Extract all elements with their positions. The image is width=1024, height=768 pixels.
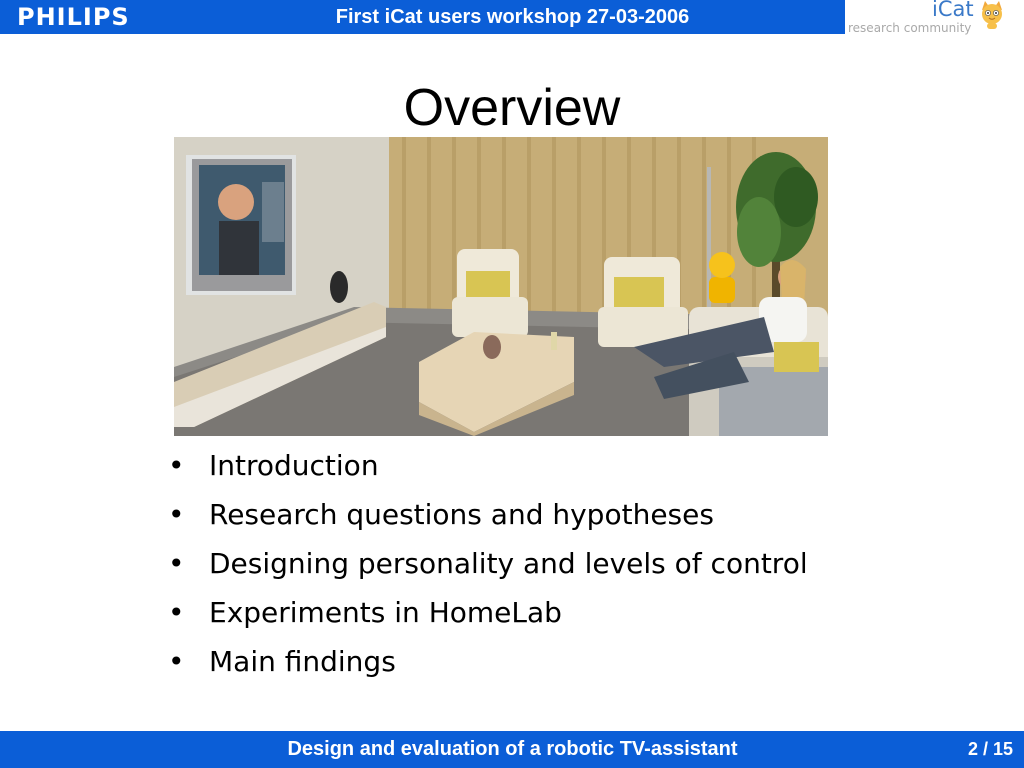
list-item-text: Main findings bbox=[209, 645, 396, 678]
community-logo-tagline: research community bbox=[848, 21, 972, 35]
list-item-text: Designing personality and levels of control bbox=[209, 547, 808, 580]
list-item-text: Research questions and hypotheses bbox=[209, 498, 714, 531]
living-room-photo bbox=[174, 137, 828, 436]
page-number: 2 / 15 bbox=[967, 739, 1013, 759]
list-item bbox=[160, 495, 808, 544]
header-bar bbox=[0, 0, 845, 34]
community-logo-name: iCat bbox=[932, 0, 974, 21]
bullet-dot: • bbox=[168, 498, 185, 531]
list-item bbox=[160, 544, 808, 593]
bullet-dot: • bbox=[168, 449, 185, 482]
list-item bbox=[160, 593, 808, 642]
overview-bullet-list bbox=[160, 446, 808, 691]
footer-title: Design and evaluation of a robotic TV-assistant bbox=[287, 738, 738, 760]
list-item-text: Introduction bbox=[209, 449, 379, 482]
list-item bbox=[160, 446, 808, 495]
slide-title: Overview bbox=[403, 79, 621, 137]
community-logo bbox=[848, 0, 1024, 38]
list-item-text: Experiments in HomeLab bbox=[209, 596, 562, 629]
bullet-dot: • bbox=[168, 645, 185, 678]
list-item bbox=[160, 642, 808, 691]
bullet-dot: • bbox=[168, 547, 185, 580]
footer-bar bbox=[0, 731, 1024, 768]
header-title: First iCat users workshop 27-03-2006 bbox=[335, 6, 690, 28]
cat-mascot-icon bbox=[978, 0, 1006, 30]
bullet-dot: • bbox=[168, 596, 185, 629]
brand-logo: PHILIPS bbox=[17, 3, 130, 31]
